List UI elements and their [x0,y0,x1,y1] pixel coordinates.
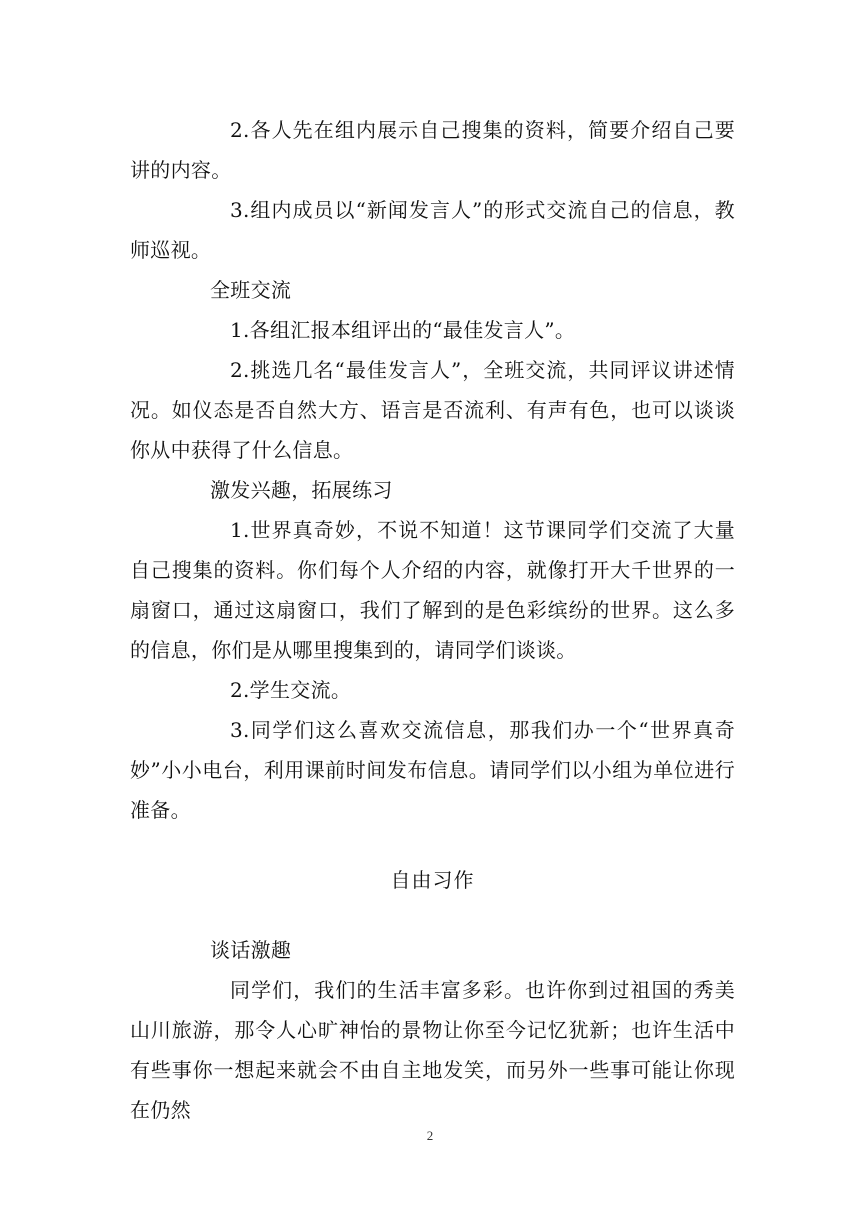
page-number: 2 [426,1128,434,1143]
subheading: 谈话激趣 [210,938,292,962]
subheading: 全班交流 [210,278,292,302]
paragraph: 3.同学们这么喜欢交流信息，那我们办一个“世界真奇妙”小小电台，利用课前时间发布信息。请同学们以小组为单位进行准备。 [130,718,735,822]
paragraph: 同学们，我们的生活丰富多彩。也许你到过祖国的秀美山川旅游，那令人心旷神怡的景物让你至今记忆犹新；也许生活中有些事你一想起来就会不由自主地发笑，而另外一些事可能让你现在仍然 [130,978,735,1122]
paragraph: 2.各人先在组内展示自己搜集的资料，简要介绍自己要讲的内容。 [130,118,735,182]
paragraph: 1.各组汇报本组评出的“最佳发言人”。 [230,318,576,342]
paragraph: 2.学生交流。 [230,678,352,702]
paragraph: 3.组内成员以“新闻发言人”的形式交流自己的信息，教师巡视。 [130,198,735,262]
subheading: 激发兴趣，拓展练习 [210,478,393,502]
paragraph: 1.世界真奇妙，不说不知道！这节课同学们交流了大量自己搜集的资料。你们每个人介绍的内容，就像打开大千世界的一扇窗口，通过这扇窗口，我们了解到的是色彩缤纷的世界。这么多的信息，你们是从哪里搜集到的，请同学们谈谈。 [130,518,735,662]
document-body [130,110,735,1130]
section-title: 自由习作 [390,868,475,892]
paragraph: 2.挑选几名“最佳发言人”，全班交流，共同评议讲述情况。如仪态是否自然大方、语言是否流利、有声有色，也可以谈谈你从中获得了什么信息。 [130,358,735,462]
